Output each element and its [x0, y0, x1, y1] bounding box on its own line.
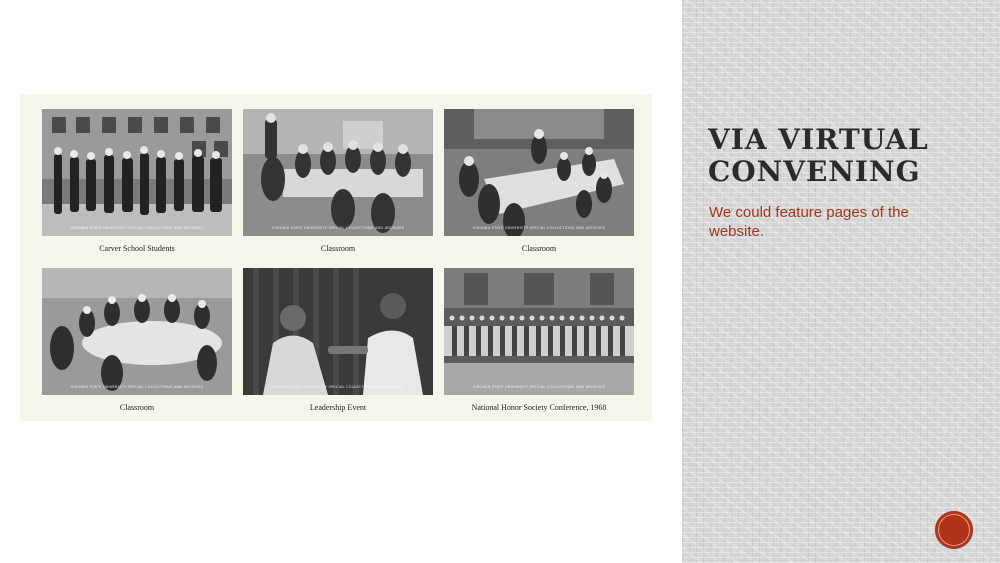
photo-watermark: VIRGINIA STATE UNIVERSITY SPECIAL COLLECTIONS AND ARCHIVES — [472, 226, 606, 230]
photo-image — [42, 109, 232, 236]
slide-title: VIA VIRTUAL CONVENING — [708, 123, 929, 188]
slide-subtitle: We could feature pages of the website. — [709, 204, 909, 240]
photo-watermark: VIRGINIA STATE UNIVERSITY SPECIAL COLLECTIONS AND ARCHIVES — [271, 226, 405, 230]
photo-caption: Classroom — [119, 403, 155, 412]
photo-caption: Leadership Event — [309, 403, 367, 412]
photo-watermark: VIRGINIA STATE UNIVERSITY SPECIAL COLLECTIONS AND ARCHIVES — [70, 385, 204, 389]
side-panel — [682, 0, 1000, 563]
photo-watermark: VIRGINIA STATE UNIVERSITY SPECIAL COLLECTIONS AND ARCHIVES — [70, 226, 204, 230]
photo-watermark: VIRGINIA STATE UNIVERSITY SPECIAL COLLECTIONS AND ARCHIVES — [472, 385, 606, 389]
photo-classroom-3[interactable] — [42, 268, 232, 395]
photo-image — [243, 268, 433, 395]
photo-image — [243, 109, 433, 236]
photo-nhs-conference-1968[interactable] — [444, 268, 634, 395]
circle-button-icon[interactable] — [935, 511, 973, 549]
photo-watermark: VIRGINIA STATE UNIVERSITY SPECIAL COLLECTIONS AND ARCHIVES — [271, 385, 405, 389]
photo-image — [444, 268, 634, 395]
photo-classroom-2[interactable] — [444, 109, 634, 236]
photo-leadership-event[interactable] — [243, 268, 433, 395]
photo-image — [444, 109, 634, 236]
photo-caption: Classroom — [320, 244, 356, 253]
photo-caption: National Honor Society Conference, 1968 — [471, 403, 607, 412]
photo-gallery — [20, 94, 652, 421]
photo-carver-school-students[interactable] — [42, 109, 232, 236]
photo-caption: Classroom — [521, 244, 557, 253]
photo-classroom-1[interactable] — [243, 109, 433, 236]
photo-caption: Carver School Students — [99, 244, 175, 253]
photo-image — [42, 268, 232, 395]
